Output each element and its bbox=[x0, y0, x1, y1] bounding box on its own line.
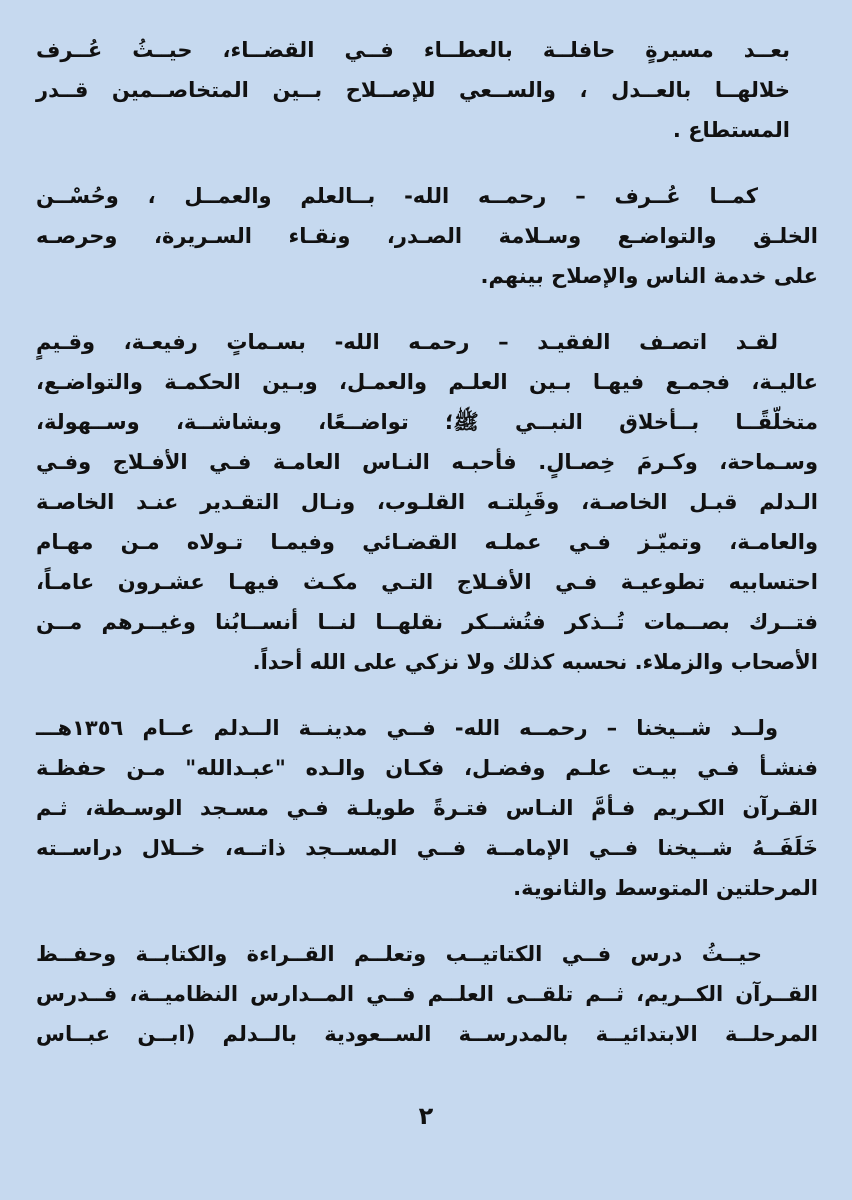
paragraph-qualities bbox=[36, 322, 818, 682]
text-line: المستطاع . bbox=[672, 118, 790, 142]
text-line: احتسابيه تطوعيـة فـي الأفـلاج التـي مكـث فيهـا عشـرون عامـاً، bbox=[36, 570, 818, 594]
text-line: ولــد شــيخنا – رحمــه الله- فــي مدينــة الــدلم عــام ١٣٥٦هـــ bbox=[36, 716, 778, 740]
text-line: الخلـق والتواضـع وسـلامة الصـدر، ونقـاء السـريرة، وحرصـه bbox=[36, 224, 818, 248]
text-line: على خدمة الناس والإصلاح بينهم. bbox=[480, 264, 818, 288]
paragraph-character bbox=[36, 176, 818, 296]
text-line: والعامـة، وتميّـز فـي عملـه القضـائي وفيمـا تـولاه مـن مهـام bbox=[36, 530, 818, 554]
text-line: فتــرك بصــمات تُــذكر فتُشــكر نقلهــا لنــا أنســابُنا وغيــرهم مــن bbox=[36, 610, 818, 634]
paragraph-birth bbox=[36, 708, 818, 908]
text-line: كمــا عُــرف – رحمــه الله- بــالعلم والعمــل ، وحُسْــن bbox=[36, 184, 758, 208]
text-line: خَلَفَــهُ شــيخنا فــي الإمامــة فــي المســجد ذاتــه، خــلال دراســته bbox=[36, 836, 818, 860]
page-number: ٢ bbox=[418, 1102, 434, 1130]
text-line: عاليـة، فجمـع فيهـا بـين العلـم والعمـل، وبـين الحكمـة والتواضـع، bbox=[36, 370, 818, 394]
text-line: حيــثُ درس فــي الكتاتيــب وتعلــم القــراءة والكتابــة وحفــظ bbox=[36, 942, 762, 966]
text-line: فنشـأ فـي بيـت علـم وفضـل، فكـان والـده "عبـدالله" مـن حفظـة bbox=[36, 756, 818, 780]
text-line: وسـماحة، وكـرمَ خِصـالٍ. فأحبـه النـاس العامـة فـي الأفـلاج وفـي bbox=[36, 450, 818, 474]
text-line: المرحلتين المتوسط والثانوية. bbox=[513, 876, 818, 900]
paragraph-judiciary bbox=[36, 30, 818, 150]
text-line: لقـد اتصـف الفقيـد – رحمـه الله- بسـماتٍ رفيعـة، وقـيمٍ bbox=[36, 330, 778, 354]
text-line: القــرآن الكــريم، ثــم تلقــى العلــم فــي المــدارس النظاميــة، فــدرس bbox=[36, 982, 818, 1006]
text-line: متخلّقًــا بــأخلاق النبــي ﷺ؛ تواضــعًا، وبشاشــة، وســهولة، bbox=[36, 410, 818, 434]
text-line: المرحلــة الابتدائيــة بالمدرســة الســعودية بالــدلم (ابــن عبــاس bbox=[36, 1022, 818, 1046]
text-line: القـرآن الكـريم فـأمَّ النـاس فتـرةً طويلـة فـي مسـجد الوسـطة، ثـم bbox=[36, 796, 818, 820]
text-line: خلالهــا بالعــدل ، والســعي للإصــلاح بــين المتخاصــمين قــدر bbox=[36, 78, 790, 102]
paragraph-education bbox=[36, 934, 818, 1054]
text-line: الـدلم قبـل الخاصـة، وقَبِلتـه القلـوب، ونـال التقـدير عنـد الخاصـة bbox=[36, 490, 818, 514]
text-line: بعــد مسيرةٍ حافلــة بالعطــاء فــي القضــاء، حيــثُ عُــرف bbox=[36, 38, 790, 62]
text-line: الأصحاب والزملاء. نحسبه كذلك ولا نزكي على الله أحداً. bbox=[252, 650, 818, 674]
